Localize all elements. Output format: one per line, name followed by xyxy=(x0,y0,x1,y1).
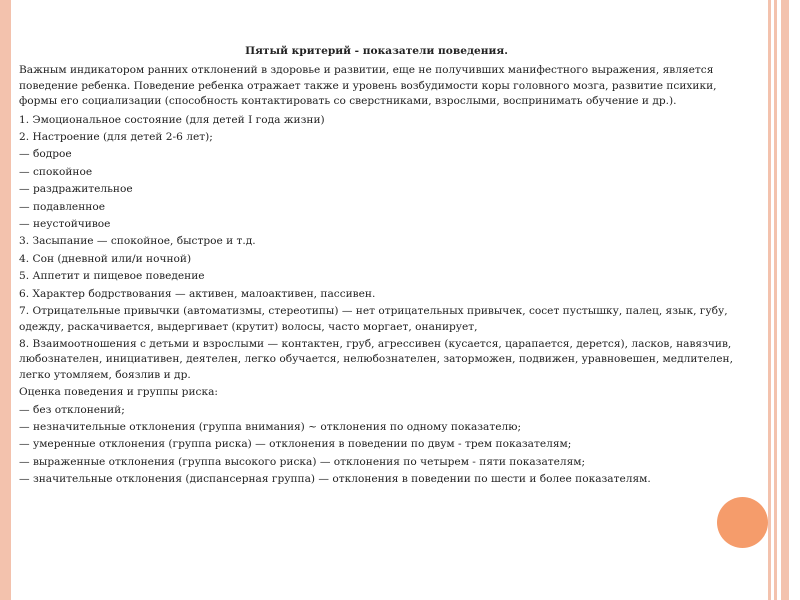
assessment-item: — без отклонений; xyxy=(19,403,125,416)
assessment-title: Оценка поведения и группы риска: xyxy=(19,386,218,399)
list-item: 2. Настроение (для детей 2-6 лет); xyxy=(19,131,213,144)
list-item: 5. Аппетит и пищевое поведение xyxy=(19,270,205,283)
stripe-thin-2 xyxy=(774,0,777,600)
right-decorative-stripes xyxy=(764,0,800,600)
assessment-list xyxy=(19,402,734,489)
slide-title: Пятый критерий - показатели поведения. xyxy=(245,45,508,57)
list-item: — раздражительное xyxy=(19,183,133,196)
assessment-item: — выраженные отклонения (группа высокого риска) — отклонения по четырем - пяти показателям; xyxy=(19,455,586,468)
list-item: 3. Засыпание — спокойное, быстрое и т.д. xyxy=(19,235,256,248)
list-item: 6. Характер бодрствования — активен, малоактивен, пассивен. xyxy=(19,287,376,300)
criteria-list xyxy=(19,112,734,385)
list-item: 7. Отрицательные привычки (автоматизмы, стереотипы) — нет отрицательных привычек, сосет пустышку, палец, язык, губу, одежду, раскачивается, выдергивает (крутит) волосы, часто моргает, онанирует, xyxy=(19,305,728,333)
list-item: — бодрое xyxy=(19,148,72,161)
stripe-thin-1 xyxy=(768,0,771,600)
stripe-wide xyxy=(781,0,789,600)
list-item: 1. Эмоциональное состояние (для детей I года жизни) xyxy=(19,113,325,126)
assessment-item: — незначительные отклонения (группа внимания) ~ отклонения по одному показателю; xyxy=(19,420,522,433)
intro-paragraph: Важным индикатором ранних отклонений в здоровье и развитии, еще не получивших манифестного выражения, является поведение ребенка. Поведение ребенка отражает также и уровень возбудимости коры головного мозга, развитие психики, формы его социализации (способность контактировать со сверстниками, взрослыми, воспринимать обучение и др.). xyxy=(19,64,717,108)
list-item: — неустойчивое xyxy=(19,218,111,231)
list-item: 8. Взаимоотношения с детьми и взрослыми — контактен, груб, агрессивен (кусается, царапается, дерется), ласков, навязчив, любознателен, инициативен, деятелен, легко обучается, нелюбознателен, заторможен, подвижен, уравновешен, медлителен, легко утомляем, боязлив и др. xyxy=(19,337,733,381)
list-item: — подавленное xyxy=(19,200,105,213)
decorative-circle xyxy=(717,497,768,548)
slide-content xyxy=(19,44,734,489)
assessment-item: — значительные отклонения (диспансерная группа) — отклонения в поведении по шести и более показателям. xyxy=(19,473,651,486)
list-item: — спокойное xyxy=(19,165,93,178)
assessment-item: — умеренные отклонения (группа риска) — отклонения в поведении по двум - трем показателям; xyxy=(19,438,572,451)
left-decorative-bar xyxy=(0,0,11,600)
list-item: 4. Сон (дневной или/и ночной) xyxy=(19,252,192,265)
